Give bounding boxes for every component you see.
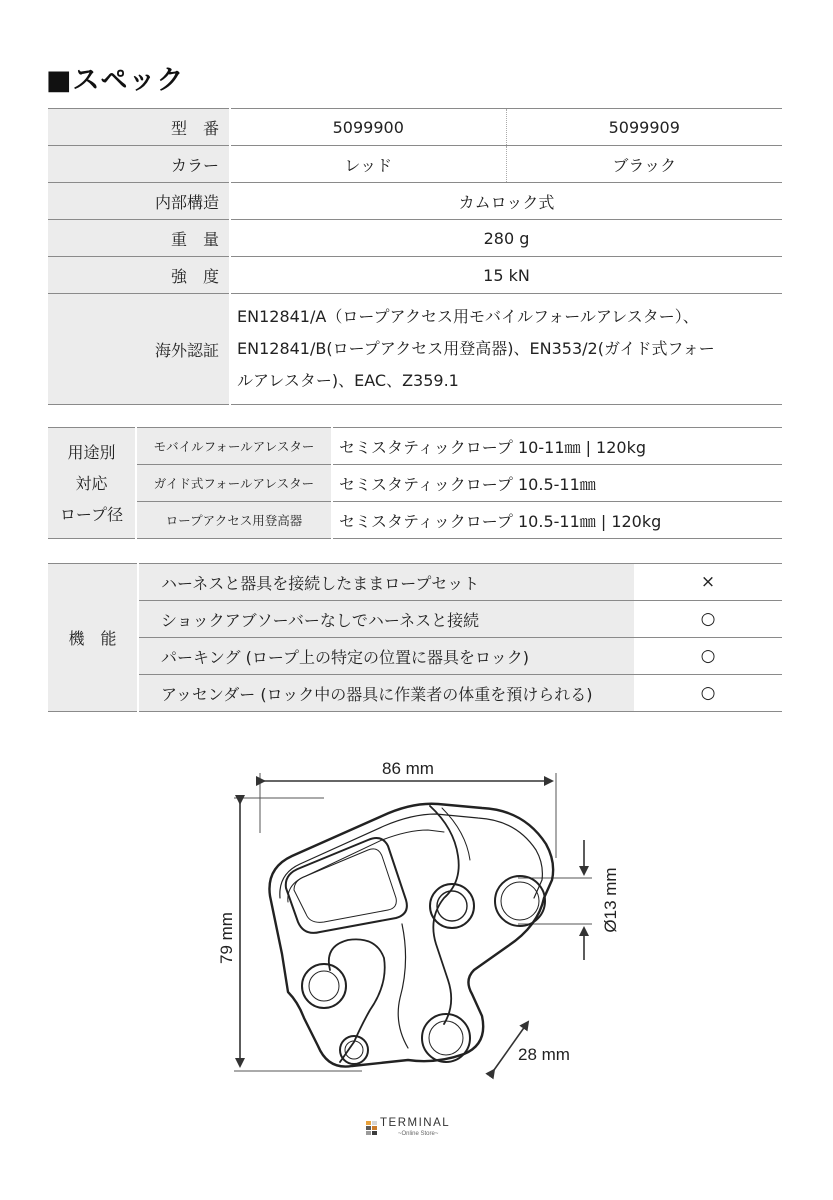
rope-label (48, 428, 136, 539)
store-logo-icon (366, 1121, 378, 1135)
cert-label: 海外認証 (48, 294, 230, 405)
lower-pin-inner (429, 1021, 463, 1055)
slot-opening (286, 838, 407, 933)
store-logo-word: TERMINAL (380, 1117, 451, 1129)
use-mobile: モバイルフォールアレスター (136, 428, 332, 465)
strength-label: 強 度 (48, 257, 230, 294)
cert-line: ルアレスター)、EAC、Z359.1 (237, 371, 459, 390)
use-guided: ガイド式フォールアレスター (136, 465, 332, 502)
cert-value (230, 294, 782, 405)
function-label: 機 能 (48, 564, 138, 712)
model-label: 型 番 (48, 109, 230, 146)
feature-mark: × (634, 564, 782, 601)
rope-guided: セミスタティックロープ 10.5-11㎜ (332, 465, 782, 502)
weight-label: 重 量 (48, 220, 230, 257)
outer-outline (269, 804, 553, 1067)
table-row (48, 183, 782, 220)
table-row (48, 502, 782, 539)
feature-text: アッセンダー (ロック中の器具に作業者の体重を預けられる) (138, 675, 634, 712)
hole-label: Ø13 mm (601, 867, 620, 933)
use-ascender: ロープアクセス用登高器 (136, 502, 332, 539)
rope-clamp-device (269, 804, 553, 1067)
cert-line: EN12841/B(ロープアクセス用登高器)、EN353/2(ガイド式フォー (237, 339, 715, 358)
cam-edge (430, 806, 459, 1024)
table-row (48, 146, 782, 183)
table-row (48, 109, 782, 146)
table-row (48, 564, 782, 601)
table-row (48, 465, 782, 502)
rope-table (48, 427, 782, 539)
rope-ascender: セミスタティックロープ 10.5-11㎜ | 120kg (332, 502, 782, 539)
rope-mobile: セミスタティックロープ 10-11㎜ | 120kg (332, 428, 782, 465)
color-red: レッド (230, 146, 506, 183)
feature-text: ショックアブソーバーなしでハーネスと接続 (138, 601, 634, 638)
structure-label: 内部構造 (48, 183, 230, 220)
table-row (48, 294, 782, 405)
cert-line: EN12841/A（ロープアクセス用モバイルフォールアレスター）、 (237, 307, 699, 326)
height-label: 79 mm (217, 912, 236, 964)
body-contour (398, 924, 408, 1048)
attachment-hole (495, 876, 545, 926)
table-row (48, 257, 782, 294)
model-red: 5099900 (230, 109, 506, 146)
feature-text: ハーネスと器具を接続したままロープセット (138, 564, 634, 601)
strength-value: 15 kN (230, 257, 782, 294)
table-row (48, 601, 782, 638)
attachment-hole-inner (501, 882, 539, 920)
rope-channel-circle-inner (309, 971, 339, 1001)
color-label: カラー (48, 146, 230, 183)
store-logo (366, 1117, 451, 1139)
feature-mark: ○ (634, 601, 782, 638)
table-row (48, 675, 782, 712)
width-label: 86 mm (382, 759, 434, 778)
table-row (48, 220, 782, 257)
table-row (48, 638, 782, 675)
rope-label-line: 対応 (75, 473, 108, 493)
spec-table (48, 108, 782, 405)
store-logo-sub: ~Online Store~ (398, 1131, 439, 1137)
cam-pivot-inner (437, 891, 467, 921)
rope-channel (329, 939, 385, 1062)
feature-mark: ○ (634, 675, 782, 712)
model-black: 5099909 (506, 109, 782, 146)
rope-label-line: ロープ径 (59, 504, 124, 524)
weight-value: 280 g (230, 220, 782, 257)
rope-label-line: 用途別 (67, 442, 116, 462)
product-dimension-diagram (212, 748, 632, 1088)
table-row (48, 428, 782, 465)
feature-text: パーキング (ロープ上の特定の位置に器具をロック) (138, 638, 634, 675)
structure-value: カムロック式 (230, 183, 782, 220)
inner-outline (280, 814, 543, 898)
page-title: ■スペック (46, 65, 185, 96)
thickness-label: 28 mm (518, 1045, 570, 1064)
function-table (48, 563, 782, 712)
feature-mark: ○ (634, 638, 782, 675)
color-black: ブラック (506, 146, 782, 183)
